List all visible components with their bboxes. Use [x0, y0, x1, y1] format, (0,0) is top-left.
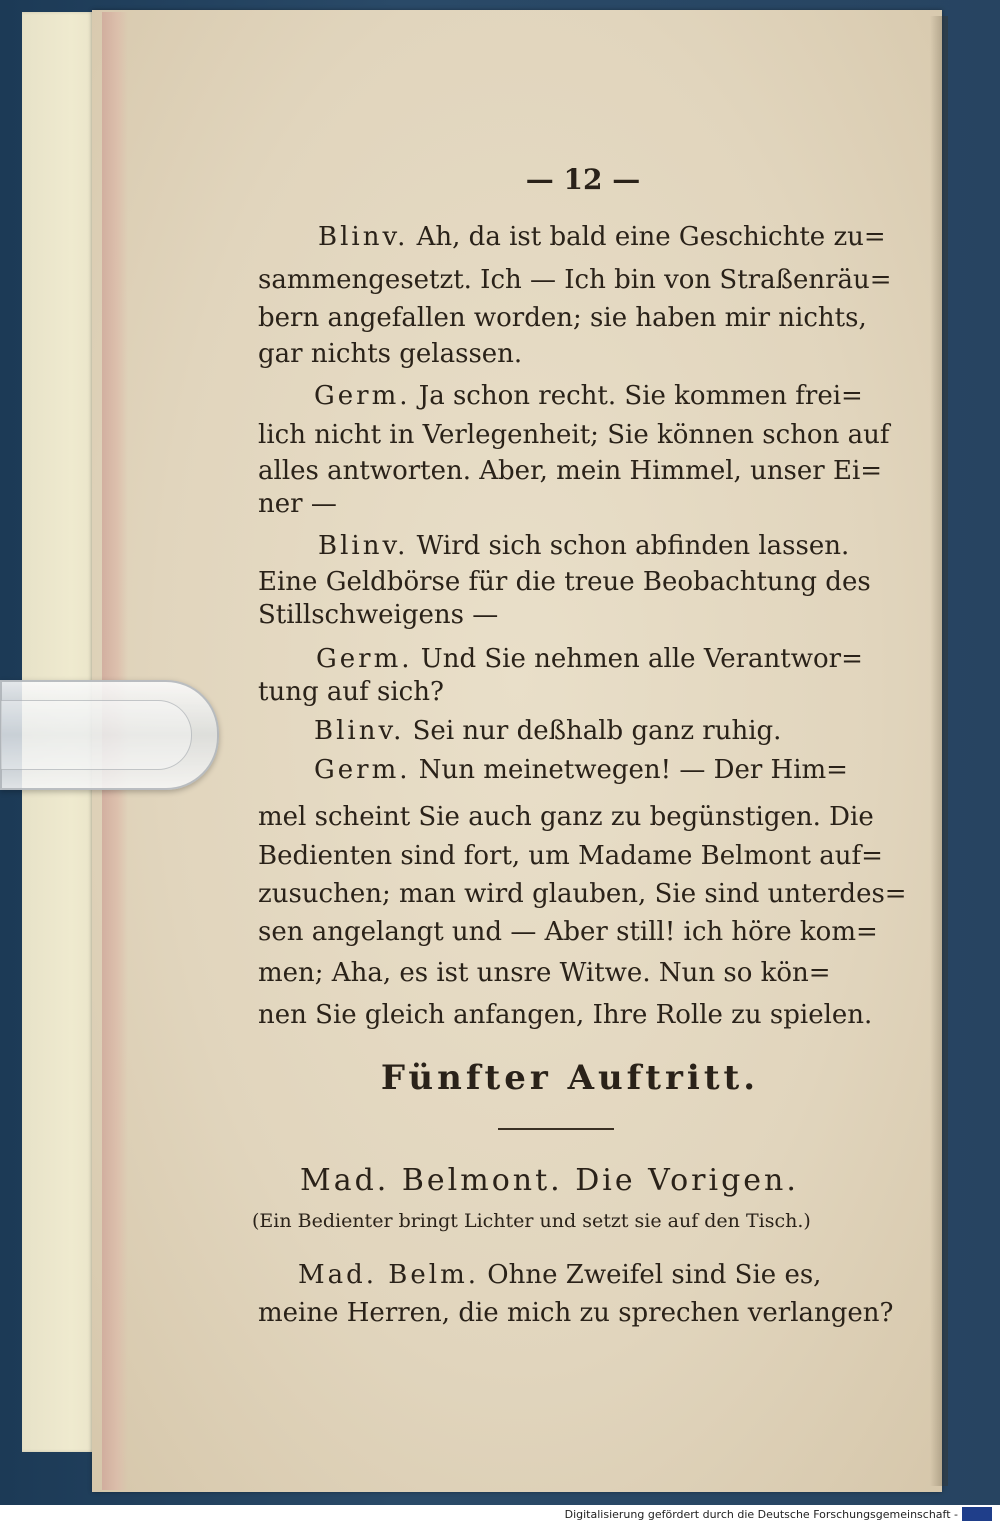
text-line: sammengesetzt. Ich — Ich bin von Straßenräu= — [258, 265, 892, 295]
text-line: Eine Geldbörse für die treue Beobachtung des — [258, 567, 871, 597]
bookmark-clip-inner — [0, 700, 192, 770]
text-line: Bedienten sind fort, um Madame Belmont auf= — [258, 841, 883, 871]
text-line: Mad. Belm. Ohne Zweifel sind Sie es, — [298, 1260, 822, 1290]
text-line: Germ. Und Sie nehmen alle Verantwor= — [316, 644, 863, 674]
text-line: alles antworten. Aber, mein Himmel, unser Ei= — [258, 456, 883, 486]
text-line: gar nichts gelassen. — [258, 339, 523, 369]
text-line: mel scheint Sie auch ganz zu begünstigen. Die — [258, 802, 874, 832]
text-line: men; Aha, es ist unsre Witwe. Nun so kön= — [258, 958, 831, 988]
section-divider — [498, 1128, 614, 1130]
speaker-name: Germ. — [314, 755, 411, 785]
speaker-name: Blinv. — [318, 222, 409, 252]
text-line: Blinv. Wird sich schon abfinden lassen. — [318, 531, 850, 561]
text-line: Germ. Ja schon recht. Sie kommen frei= — [314, 381, 863, 411]
speaker-name: Blinv. — [318, 531, 409, 561]
speaker-name: Mad. Belm. — [298, 1260, 480, 1290]
speaker-name: Germ. — [316, 644, 413, 674]
text-line: ner — — [258, 489, 337, 519]
text-line: lich nicht in Verlegenheit; Sie können schon auf — [258, 420, 890, 450]
text-line: Blinv. Ah, da ist bald eine Geschichte zu= — [318, 222, 886, 252]
text-line: bern angefallen worden; sie haben mir nichts, — [258, 303, 867, 333]
speaker-name: Blinv. — [314, 716, 405, 746]
dfg-logo — [962, 1507, 992, 1521]
scene-title: Fünfter Auftritt. — [380, 1058, 760, 1098]
text-line: Stillschweigens — — [258, 600, 499, 630]
speaker-name: Germ. — [314, 381, 411, 411]
text-line: Germ. Nun meinetwegen! — Der Him= — [314, 755, 848, 785]
page-gutter-shadow — [930, 16, 948, 1486]
stage-direction: (Ein Bedienter bringt Lichter und setzt sie auf den Tisch.) — [252, 1210, 811, 1232]
text-line: tung auf sich? — [258, 677, 444, 707]
page-number: — 12 — — [525, 163, 641, 196]
text-line: sen angelangt und — Aber still! ich höre kom= — [258, 917, 878, 947]
cast-list: Mad. Belmont. Die Vorigen. — [300, 1163, 799, 1198]
footer-credit: Digitalisierung gefördert durch die Deutsche Forschungsgemeinschaft - — [564, 1508, 958, 1521]
text-line: nen Sie gleich anfangen, Ihre Rolle zu spielen. — [258, 1000, 873, 1030]
text-line: meine Herren, die mich zu sprechen verlangen? — [258, 1298, 894, 1328]
text-line: zusuchen; man wird glauben, Sie sind unterdes= — [258, 879, 907, 909]
text-line: Blinv. Sei nur deßhalb ganz ruhig. — [314, 716, 782, 746]
